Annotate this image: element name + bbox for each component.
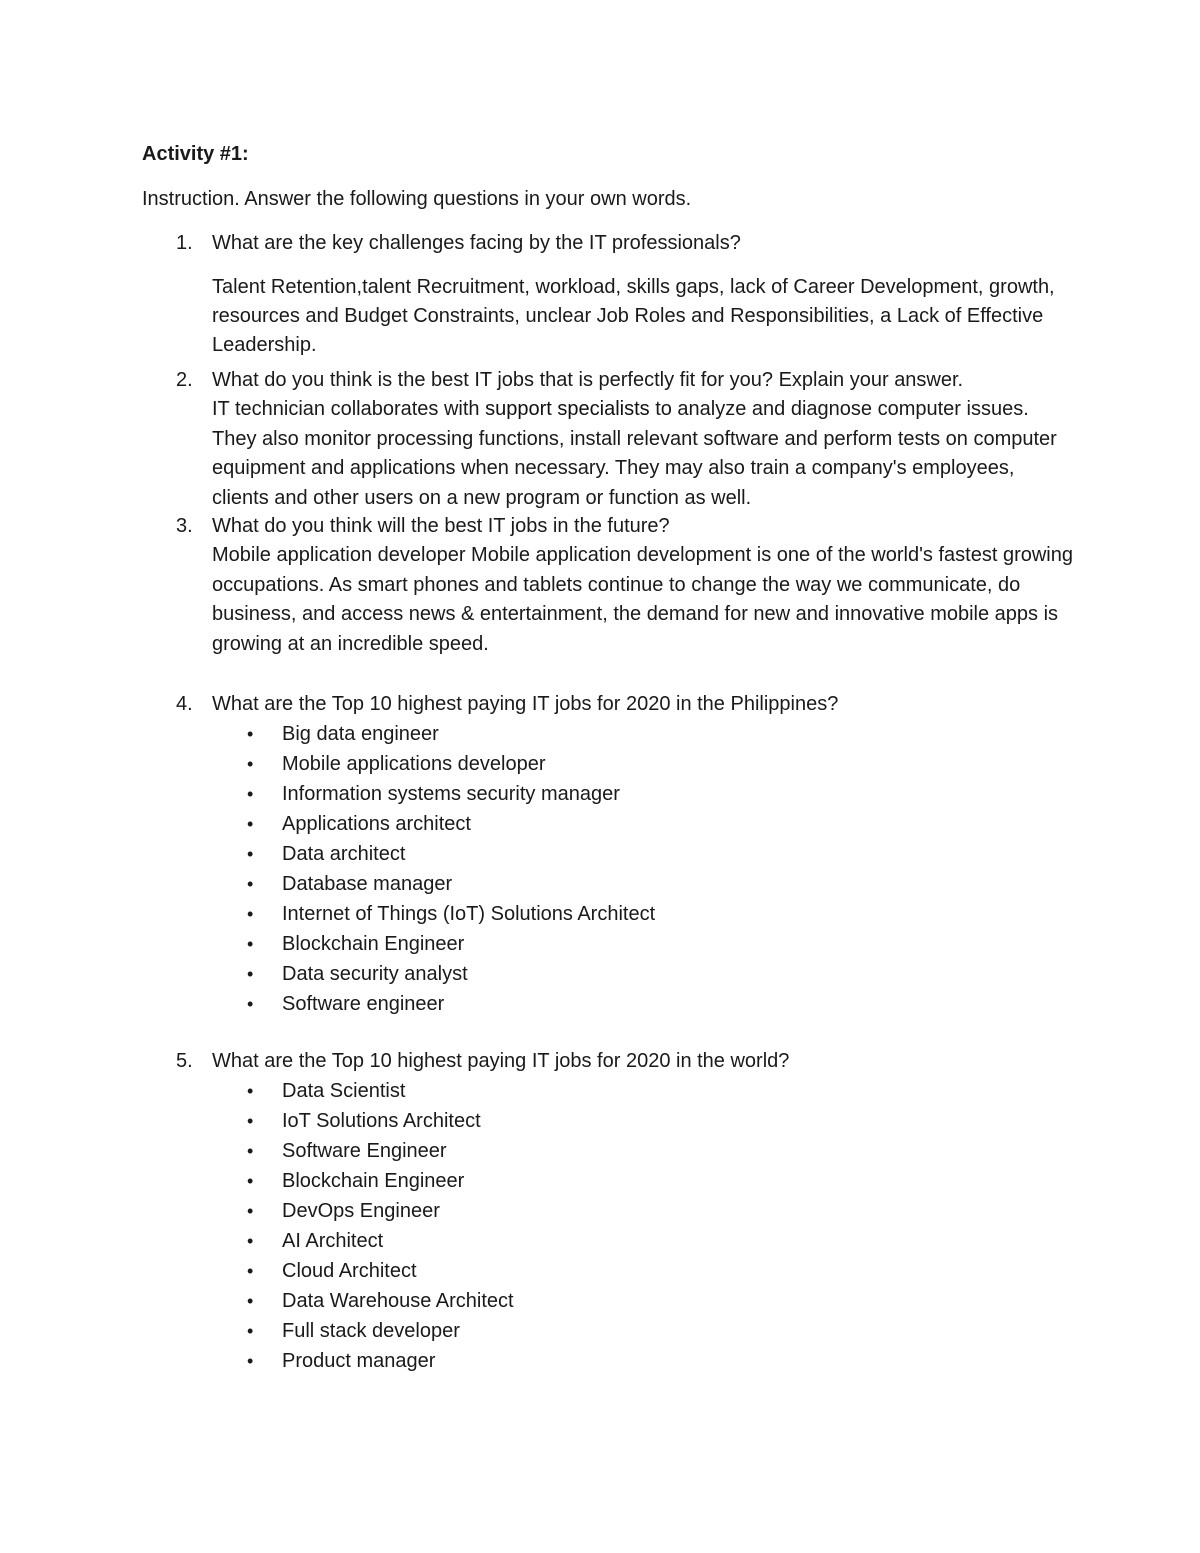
- bullet-icon: •: [247, 904, 254, 924]
- list-item-text: Product manager: [282, 1350, 436, 1372]
- answer-rest: Mobile application development is one of the world's fastest growing occupations. As smart phones and tablets continue to change the way we communicate, do business, and access news & entertainment, the demand for new and innovative mobile apps is growing at an incredible speed.: [212, 544, 1073, 655]
- list-item: [247, 1136, 1076, 1166]
- question-text: What are the key challenges facing by the IT professionals?: [212, 232, 741, 254]
- list-item-text: Database manager: [282, 873, 453, 895]
- answer-lead: Mobile application developer: [212, 544, 466, 566]
- bullet-icon: •: [247, 1321, 254, 1341]
- list-item: [247, 1196, 1076, 1226]
- list-item-text: DevOps Engineer: [282, 1200, 440, 1222]
- list-item: [247, 809, 1076, 839]
- list-item-text: Information systems security manager: [282, 783, 620, 805]
- list-item: [247, 899, 1076, 929]
- bullet-icon: •: [247, 1291, 254, 1311]
- answer-pre: IT technician collaborates with: [212, 398, 486, 420]
- question-number: 2.: [176, 369, 193, 391]
- bullet-icon: •: [247, 1081, 254, 1101]
- list-item: [247, 839, 1076, 869]
- list-item: [247, 1076, 1076, 1106]
- list-item-text: Software engineer: [282, 993, 445, 1015]
- question-text: What are the Top 10 highest paying IT jobs for 2020 in the Philippines?: [212, 693, 839, 715]
- list-item-text: Cloud Architect: [282, 1260, 417, 1282]
- list-item-text: AI Architect: [282, 1230, 384, 1252]
- list-item-text: Data Warehouse Architect: [282, 1290, 514, 1312]
- question-text: What do you think is the best IT jobs that is perfectly fit for you? Explain your answer.: [212, 369, 964, 391]
- question-4: [176, 689, 1076, 1019]
- answer-text: [212, 541, 1076, 659]
- list-item: [247, 1226, 1076, 1256]
- list-item-text: Internet of Things (IoT) Solutions Architect: [282, 903, 656, 925]
- question-number: 3.: [176, 515, 193, 537]
- list-item: [247, 749, 1076, 779]
- bullet-icon: •: [247, 814, 254, 834]
- bullet-icon: •: [247, 1111, 254, 1131]
- list-item: [247, 1256, 1076, 1286]
- answer-text: Talent Retention,talent Recruitment, workload, skills gaps, lack of Career Development, growth, resources and Budget Constraints, unclear Job Roles and Responsibilities, a Lack of Effective Leadership.: [212, 276, 1055, 356]
- list-item: [247, 1286, 1076, 1316]
- bullet-icon: •: [247, 1231, 254, 1251]
- list-item: [247, 719, 1076, 749]
- list-item: [247, 1106, 1076, 1136]
- bullet-icon: •: [247, 1351, 254, 1371]
- list-item-text: Software Engineer: [282, 1140, 447, 1162]
- list-item: [247, 1346, 1076, 1376]
- list-item: [247, 779, 1076, 809]
- list-item: [247, 959, 1076, 989]
- question-1: [176, 228, 1076, 360]
- list-item: [247, 869, 1076, 899]
- philippines-jobs-list: [247, 719, 1076, 1019]
- list-item-text: Big data engineer: [282, 723, 439, 745]
- answer-post: to analyze and diagnose computer issues. They also monitor processing functions, install relevant software and perform tests on computer equipment and applications when necessary. They may also train a company's employees, clients and other users on a new program or function as well.: [212, 398, 1057, 509]
- list-item-text: Data Scientist: [282, 1080, 406, 1102]
- question-2: [176, 365, 1076, 513]
- list-item-text: Blockchain Engineer: [282, 1170, 465, 1192]
- bullet-icon: •: [247, 934, 254, 954]
- question-number: 5.: [176, 1050, 193, 1072]
- support-specialists-link[interactable]: support specialists: [485, 398, 650, 420]
- question-number: 4.: [176, 693, 193, 715]
- question-text: What do you think will the best IT jobs in the future?: [212, 515, 670, 537]
- bullet-icon: •: [247, 874, 254, 894]
- list-item: [247, 929, 1076, 959]
- bullet-icon: •: [247, 754, 254, 774]
- bullet-icon: •: [247, 1261, 254, 1281]
- list-item-text: Full stack developer: [282, 1320, 460, 1342]
- bullet-icon: •: [247, 784, 254, 804]
- list-item-text: Mobile applications developer: [282, 753, 546, 775]
- bullet-icon: •: [247, 724, 254, 744]
- bullet-icon: •: [247, 844, 254, 864]
- question-text: What are the Top 10 highest paying IT jobs for 2020 in the world?: [212, 1050, 790, 1072]
- bullet-icon: •: [247, 1201, 254, 1221]
- bullet-icon: •: [247, 994, 254, 1014]
- question-5: [176, 1046, 1076, 1376]
- list-item-text: Data security analyst: [282, 963, 468, 985]
- bullet-icon: •: [247, 964, 254, 984]
- question-3: [176, 511, 1076, 659]
- answer-text: [212, 395, 1076, 513]
- list-item-text: IoT Solutions Architect: [282, 1110, 481, 1132]
- world-jobs-list: [247, 1076, 1076, 1376]
- list-item-text: Data architect: [282, 843, 406, 865]
- instruction-text: Instruction. Answer the following questions in your own words.: [142, 188, 692, 210]
- list-item: [247, 989, 1076, 1019]
- list-item-text: Blockchain Engineer: [282, 933, 465, 955]
- list-item-text: Applications architect: [282, 813, 471, 835]
- list-item: [247, 1166, 1076, 1196]
- list-item: [247, 1316, 1076, 1346]
- question-number: 1.: [176, 232, 193, 254]
- bullet-icon: •: [247, 1171, 254, 1191]
- page-title: Activity #1:: [142, 143, 249, 165]
- bullet-icon: •: [247, 1141, 254, 1161]
